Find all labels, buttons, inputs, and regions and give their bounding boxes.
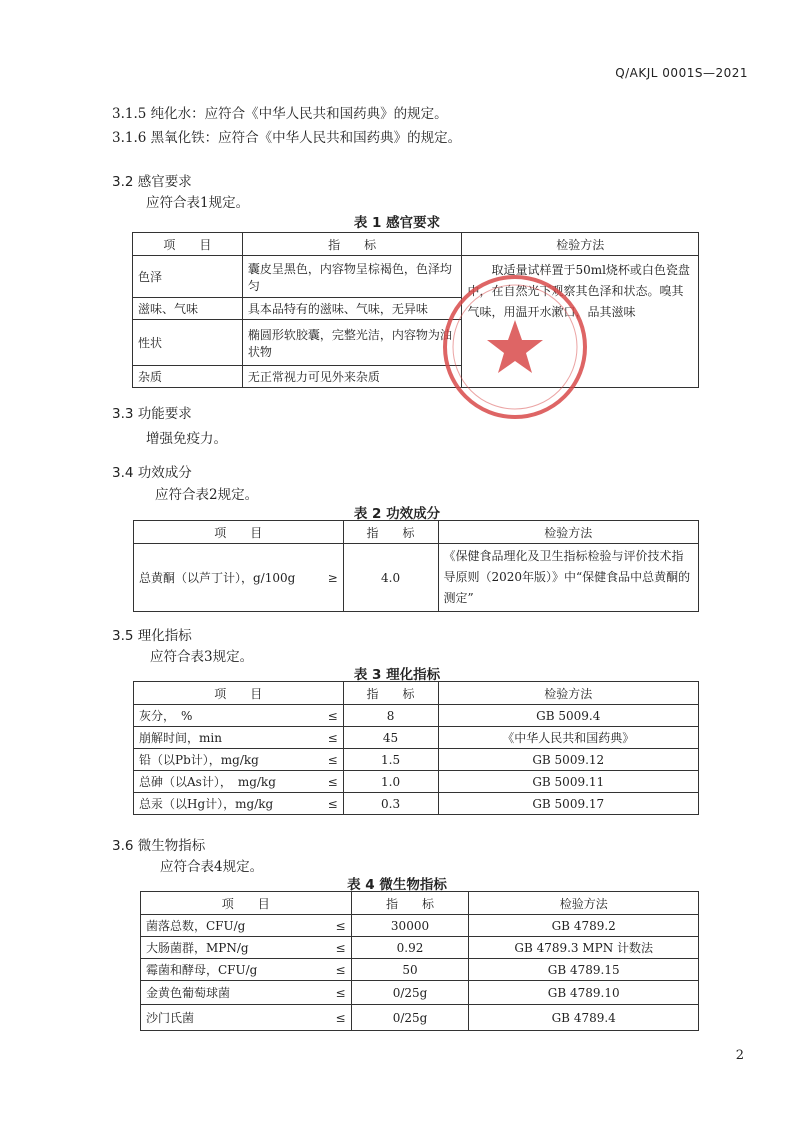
table-cell-symbol: ≤ [318, 1005, 351, 1031]
table-cell-symbol: ≥ [315, 544, 343, 612]
table-cell: 椭圆形软胶囊，完整光洁，内容物为油状物 [242, 320, 462, 366]
table-header: 检验方法 [438, 682, 699, 705]
text-3-6: 应符合表4规定。 [160, 859, 264, 875]
table-row [141, 1005, 699, 1031]
table-cell-symbol: ≤ [318, 937, 351, 959]
table-header: 指 标 [343, 682, 438, 705]
table-header: 项 目 [134, 521, 344, 544]
table-cell: 菌落总数，CFU/g [141, 915, 319, 937]
document-number: Q/AKJL 0001S—2021 [615, 66, 748, 80]
table-cell-method: GB 5009.17 [438, 793, 699, 815]
table-cell-method: GB 5009.4 [438, 705, 699, 727]
table-cell: 崩解时间，min [134, 727, 316, 749]
text-3-2: 应符合表1规定。 [146, 195, 250, 211]
table-cell-symbol: ≤ [315, 727, 343, 749]
table-row [134, 749, 699, 771]
table-cell-method: GB 5009.12 [438, 749, 699, 771]
heading-3-3: 3.3 功能要求 [112, 406, 192, 422]
table-cell-value: 30000 [351, 915, 469, 937]
table-4 [140, 891, 699, 1031]
table-header: 项 目 [133, 233, 243, 256]
table-cell: 金黄色葡萄球菌 [141, 981, 319, 1005]
table-cell-value: 0/25g [351, 981, 469, 1005]
table-cell: 总黄酮（以芦丁计），g/100g [134, 544, 316, 612]
table-cell: 总汞（以Hg计），mg/kg [134, 793, 316, 815]
table-cell-method: GB 4789.2 [469, 915, 699, 937]
table-row [141, 915, 699, 937]
table-cell: 具本品特有的滋味、气味，无异味 [242, 298, 462, 320]
table-row [134, 727, 699, 749]
table-cell: 大肠菌群，MPN/g [141, 937, 319, 959]
table-cell-method: GB 4789.3 MPN 计数法 [469, 937, 699, 959]
table-header: 检验方法 [469, 892, 699, 915]
table-1 [132, 232, 699, 388]
table-row [141, 981, 699, 1005]
table-row [134, 771, 699, 793]
table-cell-method: GB 4789.15 [469, 959, 699, 981]
table-cell: 总砷（以As计）， mg/kg [134, 771, 316, 793]
table-cell-symbol: ≤ [318, 981, 351, 1005]
table-cell-symbol: ≤ [318, 959, 351, 981]
table-cell: 无正常视力可见外来杂质 [242, 366, 462, 388]
table-cell-value: 1.0 [343, 771, 438, 793]
table-header: 指 标 [343, 521, 438, 544]
table-cell-symbol: ≤ [315, 771, 343, 793]
table-cell-value: 8 [343, 705, 438, 727]
table-cell: 铅（以Pb计），mg/kg [134, 749, 316, 771]
table-header: 指 标 [351, 892, 469, 915]
table-cell: 囊皮呈黑色，内容物呈棕褐色，色泽均匀 [242, 256, 462, 298]
table-4-caption: 表 4 微生物指标 [347, 877, 447, 893]
table-cell: 霉菌和酵母，CFU/g [141, 959, 319, 981]
table-row [134, 705, 699, 727]
table-2-caption: 表 2 功效成分 [353, 506, 441, 522]
table-header: 项 目 [141, 892, 352, 915]
clause-3-1-6: 3.1.6 黑氧化铁：应符合《中华人民共和国药典》的规定。 [112, 130, 462, 146]
table-row [141, 937, 699, 959]
table-cell: 灰分， % [134, 705, 316, 727]
table-cell-symbol: ≤ [315, 749, 343, 771]
table-cell-value: 0.92 [351, 937, 469, 959]
heading-3-5: 3.5 理化指标 [112, 628, 192, 644]
table-cell-method: GB 5009.11 [438, 771, 699, 793]
table-cell-method: GB 4789.4 [469, 1005, 699, 1031]
table-cell-method: 取适量试样置于50ml烧杯或白色瓷盘中，在自然光下观察其色泽和状态。嗅其气味，用温开水漱口，品其滋味 [462, 256, 699, 388]
table-cell: 性状 [133, 320, 243, 366]
table-3-caption: 表 3 理化指标 [353, 667, 441, 683]
table-cell-method: 《中华人民共和国药典》 [438, 727, 699, 749]
text-3-5: 应符合表3规定。 [150, 649, 254, 665]
table-row [134, 793, 699, 815]
heading-3-4: 3.4 功效成分 [112, 465, 192, 481]
text-3-4: 应符合表2规定。 [155, 487, 259, 503]
table-header: 项 目 [134, 682, 344, 705]
heading-3-6: 3.6 微生物指标 [112, 838, 206, 854]
table-cell: 色泽 [133, 256, 243, 298]
table-cell-value: 0/25g [351, 1005, 469, 1031]
table-cell-value: 0.3 [343, 793, 438, 815]
table-cell-method: GB 4789.10 [469, 981, 699, 1005]
heading-3-2: 3.2 感官要求 [112, 174, 192, 190]
table-cell: 滋味、气味 [133, 298, 243, 320]
table-cell: 杂质 [133, 366, 243, 388]
table-header: 检验方法 [438, 521, 699, 544]
clause-3-1-5: 3.1.5 纯化水：应符合《中华人民共和国药典》的规定。 [112, 106, 448, 122]
company-seal-icon [440, 272, 590, 422]
text-3-3: 增强免疫力。 [146, 431, 227, 447]
table-cell-value: 45 [343, 727, 438, 749]
table-cell-value: 4.0 [343, 544, 438, 612]
table-3 [133, 681, 699, 815]
table-cell-method: 《保健食品理化及卫生指标检验与评价技术指导原则（2020年版）》中“保健食品中总黄酮的测定” [438, 544, 699, 612]
table-header: 检验方法 [462, 233, 699, 256]
table-cell-value: 50 [351, 959, 469, 981]
table-cell: 沙门氏菌 [141, 1005, 319, 1031]
table-2 [133, 520, 699, 612]
table-cell-value: 1.5 [343, 749, 438, 771]
table-cell-symbol: ≤ [318, 915, 351, 937]
table-row [141, 959, 699, 981]
table-cell-symbol: ≤ [315, 705, 343, 727]
table-cell-symbol: ≤ [315, 793, 343, 815]
page-number: 2 [735, 1048, 744, 1063]
table-header: 指 标 [242, 233, 462, 256]
table-1-caption: 表 1 感官要求 [353, 215, 441, 231]
